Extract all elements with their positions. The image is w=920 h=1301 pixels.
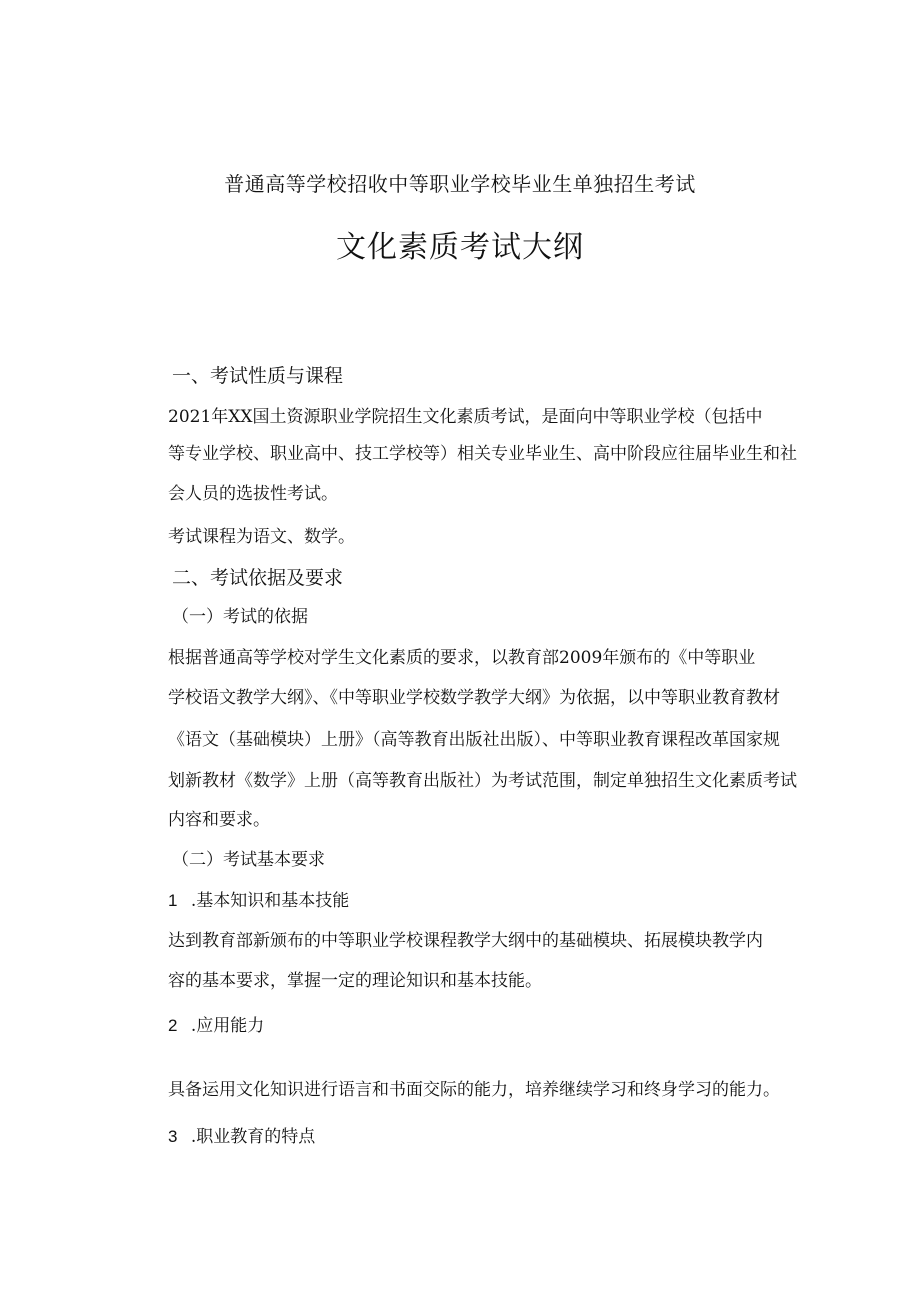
document-title: 文化素质考试大纲	[336, 230, 584, 265]
paragraph-line: 《语文（基础模块）上册》（高等教育出版社出版）、中等职业教育课程改革国家规	[168, 730, 780, 750]
list-item-heading-3	[168, 1127, 315, 1147]
paragraph-line: 2021年XX国土资源职业学院招生文化素质考试，是面向中等职业学校（包括中	[168, 407, 763, 427]
list-item-heading-1	[168, 891, 349, 911]
document-subtitle: 普通高等学校招收中等职业学校毕业生单独招生考试	[224, 172, 696, 196]
list-item-number: 3	[168, 1127, 178, 1146]
list-item-heading-2	[168, 1016, 264, 1036]
paragraph-line: 内容和要求。	[168, 810, 270, 830]
subsection-heading-2: （二）考试基本要求	[172, 850, 325, 870]
paragraph-line: 根据普通高等学校对学生文化素质的要求，以教育部2009年颁布的《中等职业	[168, 648, 756, 668]
paragraph-line: 会人员的选拔性考试。	[168, 484, 338, 504]
list-item-label: .职业教育的特点	[190, 1127, 316, 1147]
paragraph-line: 划新教材《数学》上册（高等教育出版社）为考试范围，制定单独招生文化素质考试	[168, 771, 797, 791]
section-heading-1: 一、考试性质与课程	[172, 365, 344, 387]
paragraph-line: 具备运用文化知识进行语言和书面交际的能力，培养继续学习和终身学习的能力。	[168, 1080, 780, 1100]
paragraph-line: 达到教育部新颁布的中等职业学校课程教学大纲中的基础模块、拓展模块教学内	[168, 931, 763, 951]
paragraph-line: 学校语文教学大纲》、《中等职业学校数学教学大纲》为依据，以中等职业教育教材	[168, 688, 780, 708]
paragraph-line: 等专业学校、职业高中、技工学校等）相关专业毕业生、高中阶段应往届毕业生和社	[168, 444, 797, 464]
paragraph-line: 考试课程为语文、数学。	[168, 527, 355, 547]
section-heading-2: 二、考试依据及要求	[172, 567, 344, 589]
list-item-number: 1	[168, 891, 178, 910]
subsection-heading-1: （一）考试的依据	[172, 607, 308, 627]
list-item-label: .应用能力	[190, 1016, 265, 1036]
list-item-label: .基本知识和基本技能	[190, 891, 350, 911]
list-item-number: 2	[168, 1016, 178, 1035]
paragraph-line: 容的基本要求，掌握一定的理论知识和基本技能。	[168, 971, 542, 991]
